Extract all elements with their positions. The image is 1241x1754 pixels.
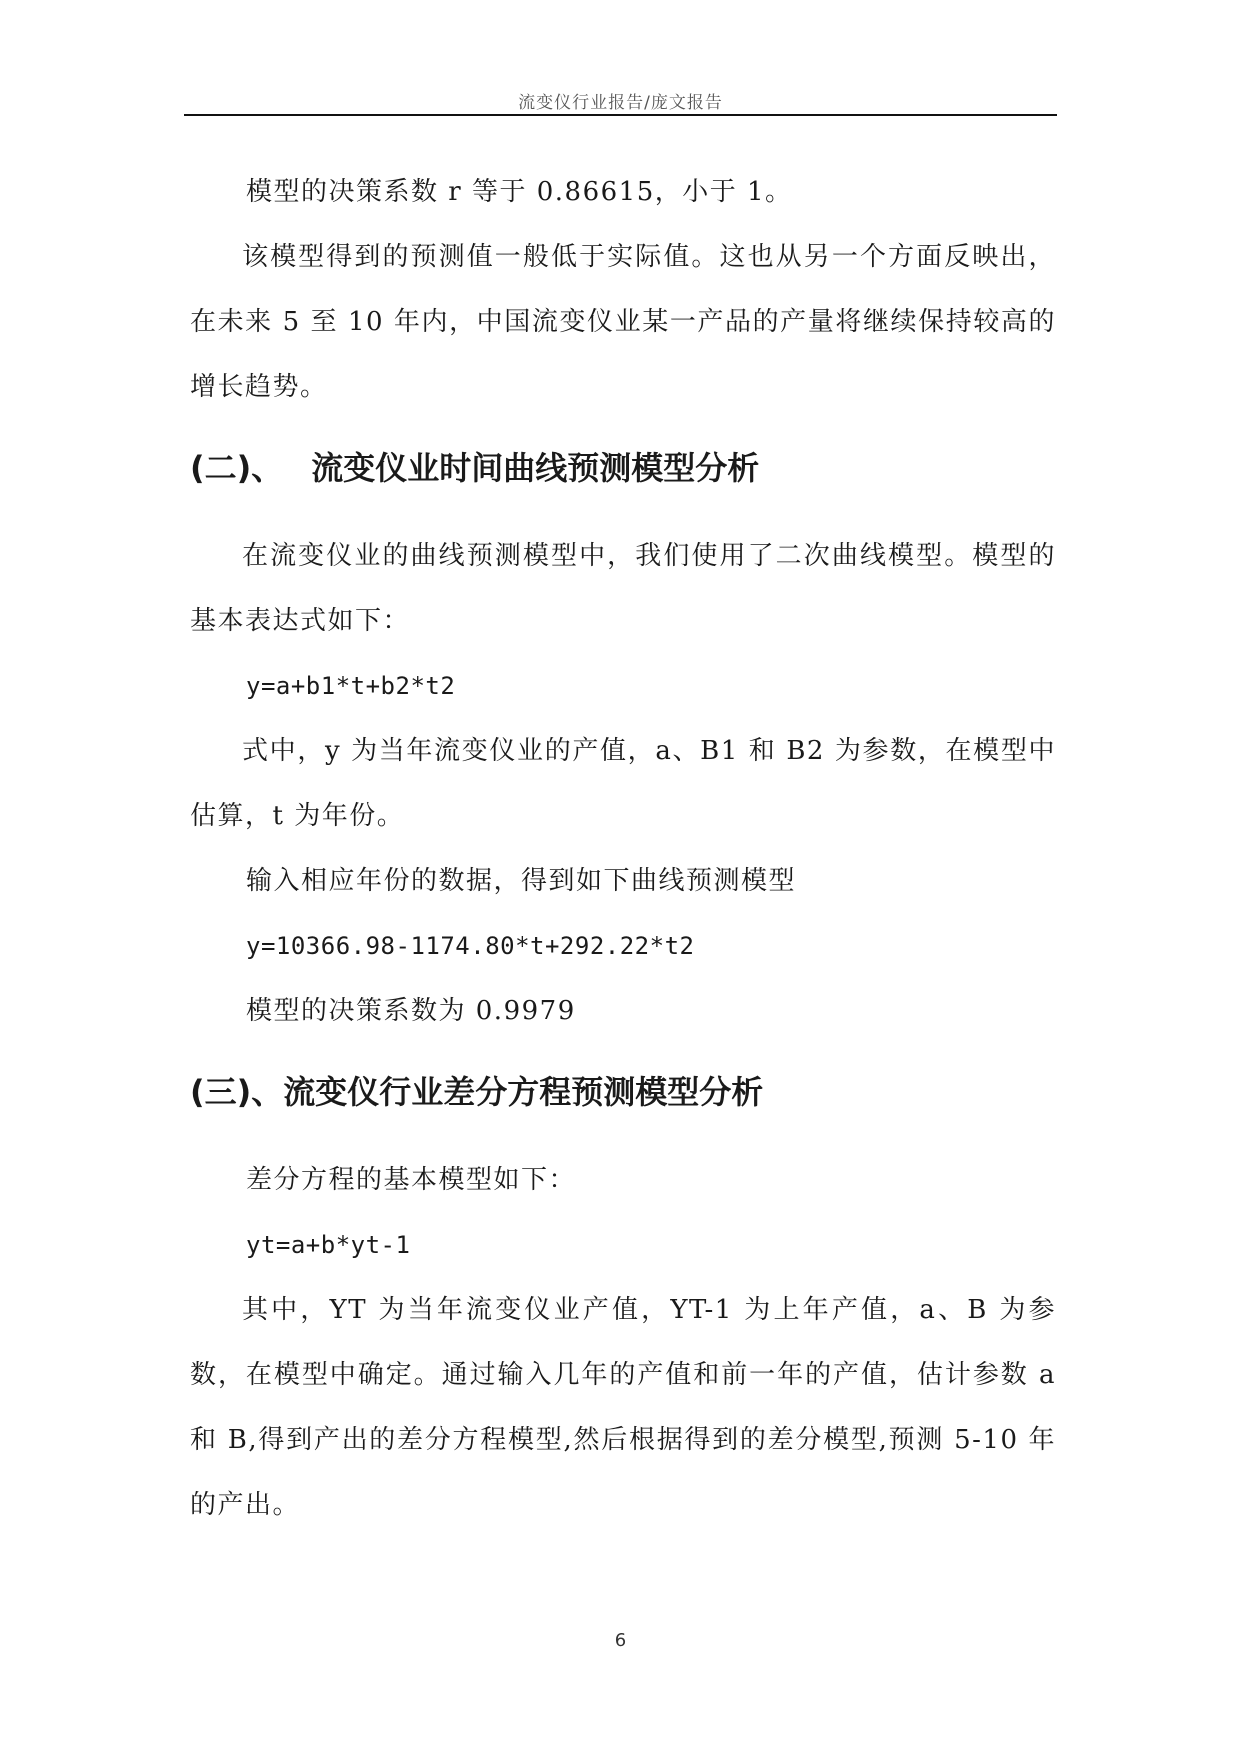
- running-header: 流变仪行业报告/庞文报告: [518, 93, 723, 113]
- section-2-number: (二)、: [190, 449, 284, 487]
- page-number: 6: [614, 1630, 627, 1651]
- paragraph-input-data: 输入相应年份的数据，得到如下曲线预测模型: [246, 866, 797, 896]
- paragraph-difference-explanation: 其中，YT 为当年流变仪业产值，YT-1 为上年产值，a、B 为参数，在模型中确定。通过输入几年的产值和前一年的产值，估计参数 a 和 B,得到产出的差分方程模型,然后根据得到的差分模型,预测 5-10 年的产出。: [190, 1295, 1056, 1520]
- formula-quadratic-general: y=a+b1*t+b2*t2: [246, 672, 456, 700]
- paragraph-difference-model-intro: 差分方程的基本模型如下：: [246, 1165, 577, 1195]
- section-heading-2: [190, 449, 1056, 487]
- paragraph-curve-model-intro: 在流变仪业的曲线预测模型中，我们使用了二次曲线模型。模型的基本表达式如下：: [190, 541, 1056, 636]
- paragraph-prediction-trend: 该模型得到的预测值一般低于实际值。这也从另一个方面反映出，在未来 5 至 10 年内，中国流变仪业某一产品的产量将继续保持较高的增长趋势。: [190, 242, 1056, 402]
- header-rule: [184, 114, 1057, 116]
- section-heading-3: (三)、流变仪行业差分方程预测模型分析: [190, 1073, 764, 1111]
- section-2-title: 流变仪业时间曲线预测模型分析: [311, 449, 760, 487]
- formula-quadratic-fitted: y=10366.98-1174.80*t+292.22*t2: [246, 932, 695, 960]
- paragraph-formula-explanation: 式中，y 为当年流变仪业的产值，a、B1 和 B2 为参数，在模型中估算，t 为年份。: [190, 736, 1056, 831]
- paragraph-decision-coefficient: 模型的决策系数 r 等于 0.86615，小于 1。: [246, 177, 793, 207]
- formula-difference-equation: yt=a+b*yt-1: [246, 1231, 411, 1259]
- paragraph-decision-coefficient-2: 模型的决策系数为 0.9979: [246, 996, 576, 1026]
- page-body: [190, 160, 1056, 1538]
